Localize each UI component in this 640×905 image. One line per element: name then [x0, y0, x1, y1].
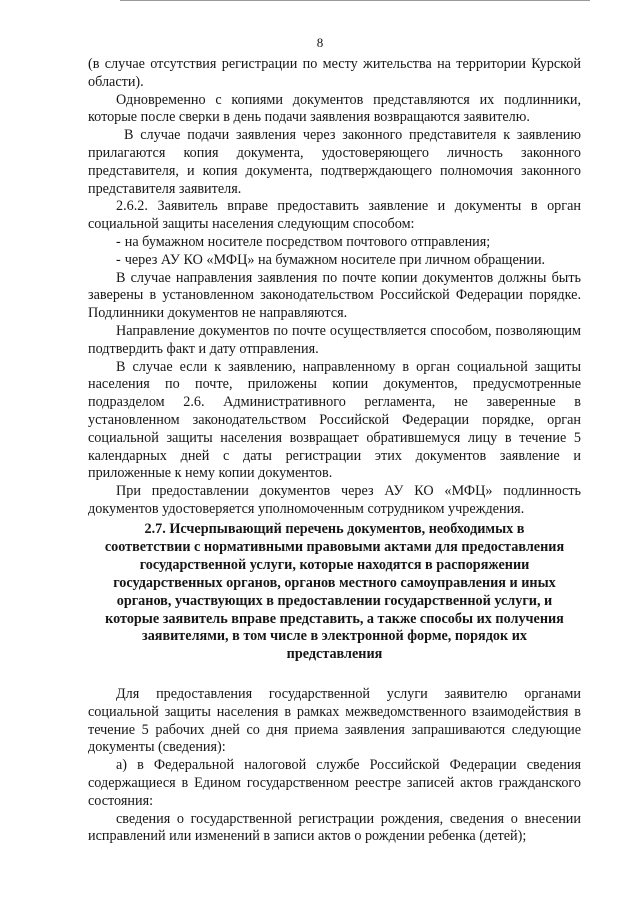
heading-line: органов, участвующих в предоставлении государственной услуги, и	[116, 592, 553, 609]
paragraph-tax-service: а) в Федеральной налоговой службе Российской Федерации сведения содержащиеся в Едином государственном реестре записей актов гражданского состояния:	[88, 757, 581, 809]
heading-line: соответствии с нормативными правовыми актами для предоставления	[104, 538, 565, 555]
list-item-post-text: на бумажном носителе посредством почтового отправления;	[124, 233, 491, 250]
section-heading-2-7	[88, 521, 581, 664]
list-item-mfc: - через АУ КО «МФЦ» на бумажном носителе при личном обращении.	[116, 251, 546, 268]
heading-line: государственных органов, органов местного самоуправления и иных	[113, 574, 556, 591]
body-text-top	[88, 56, 581, 519]
heading-line: представления	[286, 646, 383, 663]
heading-line: заявителями, в том числе в электронной форме, порядок их	[142, 628, 527, 645]
paragraph-residence-note: (в случае отсутствия регистрации по месту жительства на территории Курской области).	[88, 56, 581, 90]
paragraph-legal-representative: В случае подачи заявления через законного представителя к заявлению прилагаются копия документа, удостоверяющего личность законного представителя, и копия документа, подтверждающего полномочия законного представителя заявителя.	[88, 127, 581, 197]
heading-line: которые заявитель вправе представить, а также способы их получения	[105, 610, 564, 627]
heading-line: 2.7. Исчерпывающий перечень документов, необходимых в	[144, 521, 525, 537]
list-item-mfc-text: через АУ КО «МФЦ» на бумажном носителе при личном обращении.	[124, 251, 546, 268]
paragraph-mfc-authenticity: При предоставлении документов через АУ КО «МФЦ» подлинность документов удостоверяется уполномоченным сотрудником учреждения.	[88, 483, 581, 517]
paragraph-post-method: Направление документов по почте осуществляется способом, позволяющим подтвердить факт и дату отправления.	[88, 322, 581, 357]
paragraph-post-copies: В случае направления заявления по почте копии документов должны быть заверены в установленном законодательством Российской Федерации порядке. Подлинники документов не направляются.	[88, 269, 581, 322]
scan-edge-line	[120, 0, 590, 1]
paragraph-originals: Одновременно с копиями документов представляются их подлинники, которые после сверки в день подачи заявления возвращаются заявителю.	[88, 91, 581, 126]
body-text-bottom	[88, 686, 581, 846]
heading-line: государственной услуги, которые находятся в распоряжении	[139, 556, 530, 573]
paragraph-uncertified-copies: В случае если к заявлению, направленному в орган социальной защиты населения по почте, приложены копии документов, предусмотренные подразделом 2.6. Административного регламента, не заверенные в установленном законодательством Российской Федерации порядке, орган социальной защиты населения возвращает обратившемуся лицу в течение 5 календарных дней с даты регистрации этих документов заявление и приложенные к нему копии документов.	[88, 358, 581, 482]
list-item-post: - на бумажном носителе посредством почтового отправления;	[116, 233, 491, 250]
paragraph-2-6-2: 2.6.2. Заявитель вправе предоставить заявление и документы в орган социальной защиты населения следующим способом:	[88, 198, 581, 233]
paragraph-birth-registration: сведения о государственной регистрации рождения, сведения о внесении исправлений или изменений в записи актов о рождении ребенка (детей);	[88, 810, 581, 845]
page-number: 8	[316, 35, 324, 50]
paragraph-interagency-request: Для предоставления государственной услуги заявителю органами социальной защиты населения в рамках межведомственного взаимодействия в течение 5 рабочих дней со дня приема заявления запрашиваются следующие документы (сведения):	[88, 686, 581, 756]
